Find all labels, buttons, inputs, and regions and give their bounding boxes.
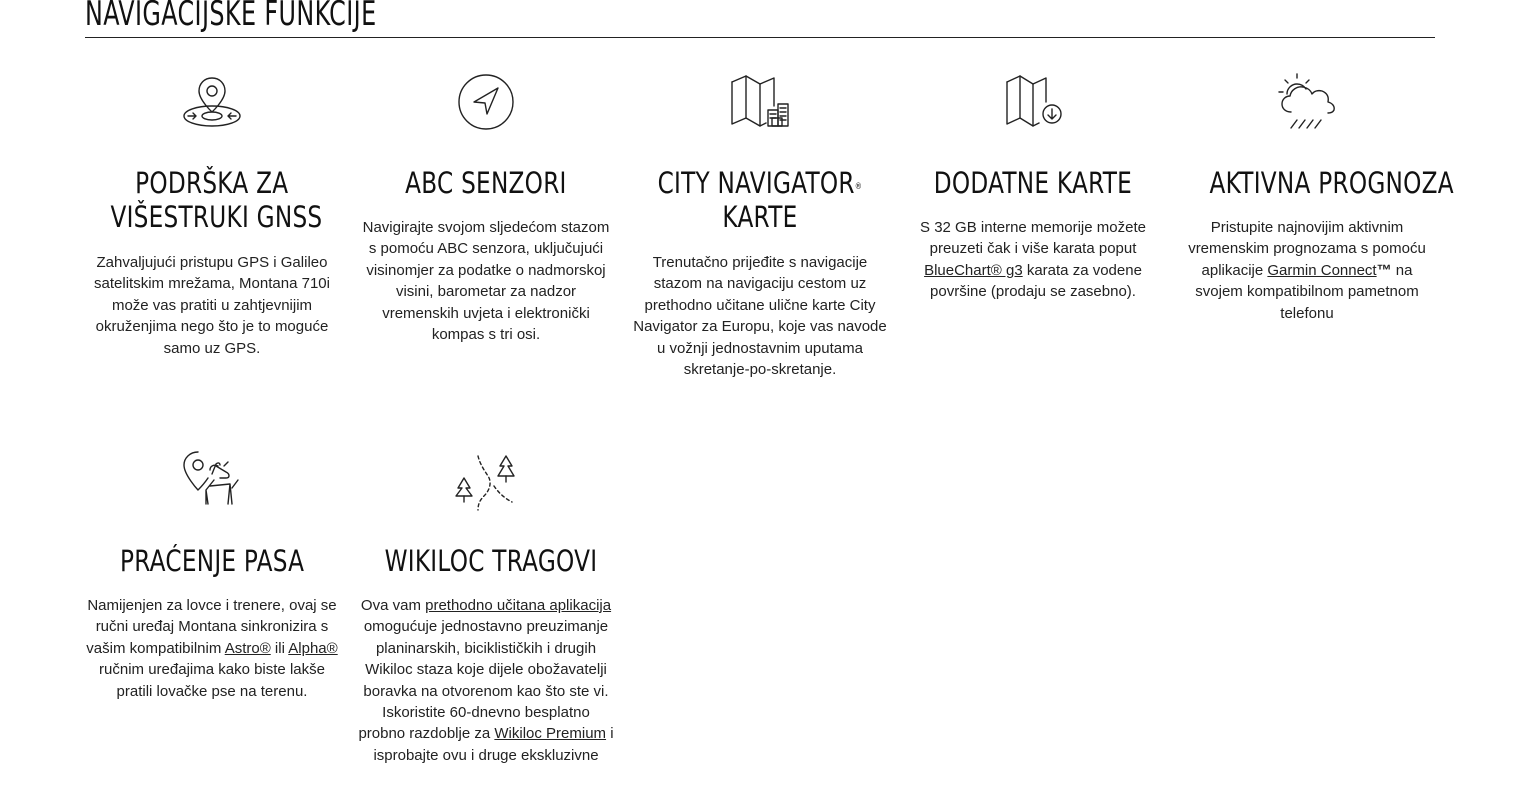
feature-description: Zahvaljujući pristupu GPS i Galileo satelitskim mrežama, Montana 710i može vas pratiti u zahtjevnijim okruženjima nego što je to moguće samo uz GPS. [94,254,330,357]
wikiloc-premium-link[interactable]: Wikiloc Premium [494,725,607,743]
compass-arrow-icon [454,72,518,136]
feature-description: Navigirajte svojom sljedećom stazom s pomoću ABC senzora, uključujući visinomjer za podatke o nadmorskoj visini, barometar za nadzor vremenskih uvjeta i elektronički kompas s tri osi. [362,219,610,344]
feature-description: Trenutačno prijeđite s navigacije stazom na navigaciju cestom uz prethodno učitane ulične karte City Navigator za Europu, koje vas navode u vožnji jednostavnim uputama skretanje-po-skretanje. [633,254,887,379]
feature-title: WIKILOC TRAGOVI [384,544,598,578]
feature-title: DODATNE KARTE [933,166,1133,200]
bluechart-link[interactable]: BlueChart® g3 [924,261,1023,279]
feature-description: Ova vam prethodno učitana aplikacija omogućuje jednostavno preuzimanje planinarskih, biciklističkih i drugih Wikiloc staza koje dijele obožavatelji boravka na otvorenom kao što ste vi. Iskoristite 60-dnevno besplatno probno razdoblje za Wikiloc Premium i isprobajte ovu i druge ekskluzivne [358,597,614,764]
feature-extra-maps [905,72,1161,372]
feature-dog-tracking [84,450,340,750]
feature-title: CITY NAVIGATOR® KARTE [657,166,863,234]
feature-title: ABC SENZORI [405,166,567,200]
trail-trees-icon [454,450,518,514]
feature-title: AKTIVNA PROGNOZA [1209,166,1454,200]
feature-description: Pristupite najnovijim aktivnim vremenskim prognozama s pomoću aplikacije Garmin Connect™ na svojem kompatibilnom pametnom telefonu [1188,219,1426,322]
feature-city-navigator [632,72,888,392]
alpha-link[interactable]: Alpha® [288,639,338,657]
garmin-connect-link[interactable]: Garmin Connect [1267,261,1377,279]
feature-abc-sensors [358,72,614,372]
section-title: NAVIGACIJSKE FUNKCIJE [85,0,377,34]
map-download-icon [1001,72,1065,136]
city-map-icon [728,72,792,136]
feature-active-weather [1179,72,1454,372]
feature-wikiloc [358,450,614,787]
preloaded-app-link[interactable]: prethodno učitana aplikacija [425,597,612,614]
feature-title: PRAĆENJE PASA [119,544,305,578]
feature-gnss [84,72,340,372]
astro-link[interactable]: Astro® [224,639,271,657]
feature-description: Namijenjen za lovce i trenere, ovaj se ručni uređaj Montana sinkronizira s vašim kompatibilnim Astro® ili Alpha® ručnim uređajima kako biste lakše pratili lovačke pse na terenu. [86,597,338,700]
section-divider [85,37,1435,38]
feature-title: PODRŠKA ZA VIŠESTRUKI GNSS [110,166,323,234]
location-pin-icon [180,72,244,136]
feature-description: S 32 GB interne memorije možete preuzeti čak i više karata poput BlueChart® g3 karata za vodene površine (prodaju se zasebno). [920,219,1146,301]
dog-tracking-icon [180,450,244,514]
weather-cloud-icon [1275,72,1339,136]
